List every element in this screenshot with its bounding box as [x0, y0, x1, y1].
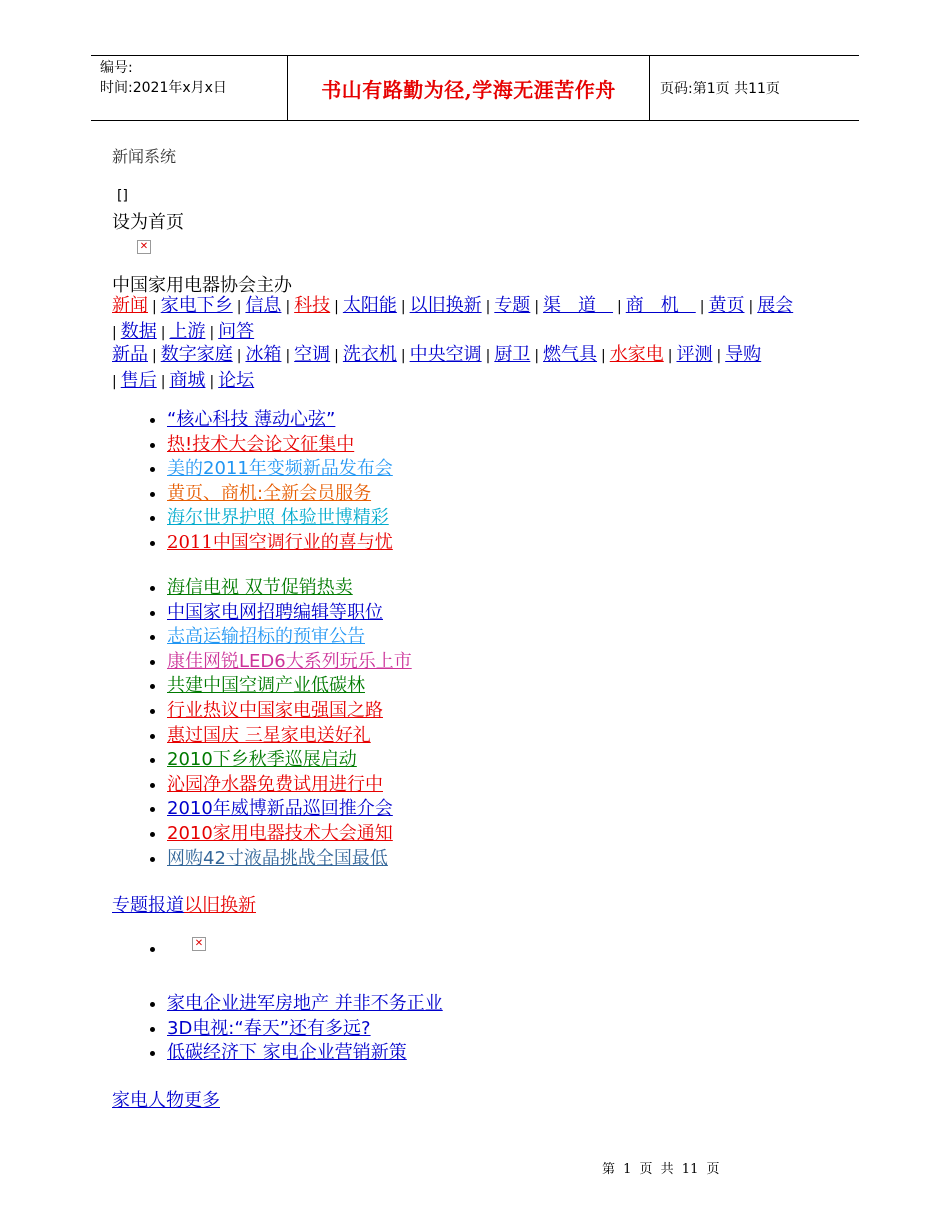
news-link[interactable]: 沁园净水器免费试用进行中 — [167, 773, 383, 795]
nav-yellow-pages[interactable]: 黄页 — [708, 295, 745, 316]
headline-link[interactable]: 黄页、商机:全新会员服务 — [167, 482, 372, 504]
nav-news[interactable]: 新闻 — [112, 295, 148, 316]
broken-image-icon: ✕ — [137, 240, 151, 254]
headline-link[interactable]: 美的2011年变频新品发布会 — [167, 458, 393, 480]
nav-business[interactable]: 商机 — [625, 295, 696, 316]
news-link[interactable]: 网购42寸液晶挑战全国最低 — [167, 847, 388, 869]
report-list — [112, 992, 443, 1066]
header-meta-cell — [91, 56, 287, 120]
page-label: 页码:第1页 共11页 — [660, 81, 780, 97]
page-footer: 第 1 页 共 11 页 — [602, 1162, 720, 1177]
list-item — [167, 433, 393, 458]
nav-washer[interactable]: 洗衣机 — [342, 344, 397, 365]
list-item — [167, 576, 412, 601]
headline-link[interactable]: 海尔世界护照 体验世博精彩 — [167, 507, 389, 529]
list-item — [167, 457, 393, 482]
people-link[interactable]: 家电人物 — [112, 1090, 184, 1111]
list-item — [167, 699, 412, 724]
nav-forum[interactable]: 论坛 — [218, 369, 255, 391]
list-item — [167, 601, 412, 626]
report-link[interactable]: 低碳经济下 家电企业营销新策 — [167, 1042, 407, 1064]
time-label: 时间:2021年x月x日 — [100, 80, 227, 96]
list-item — [167, 1041, 443, 1066]
nav-buying-guide[interactable]: 导购 — [725, 344, 762, 365]
secondary-nav: 新品 | 数字家庭 | 冰箱 | 空调 | 洗衣机 | 中央空调 | 厨卫 | 燃气具 | 水家电 | 评测 | 导购 | 售后 | 商城 | 论坛 — [112, 344, 762, 391]
nav-info[interactable]: 信息 — [245, 295, 282, 316]
nav-water-appliance[interactable]: 水家电 — [609, 344, 664, 365]
nav-tech[interactable]: 科技 — [294, 295, 331, 316]
news-link[interactable]: 志高运输招标的预审公告 — [167, 626, 365, 648]
list-item — [167, 822, 412, 847]
news-link[interactable]: 惠过国庆 三星家电送好礼 — [167, 724, 371, 746]
nav-trade-in[interactable]: 以旧换新 — [409, 295, 482, 316]
news-link[interactable]: 共建中国空调产业低碳林 — [167, 675, 365, 697]
nav-ac[interactable]: 空调 — [294, 344, 331, 365]
headline-list — [112, 408, 393, 556]
nav-reviews[interactable]: 评测 — [676, 344, 713, 365]
header-table — [91, 55, 859, 121]
headline-link[interactable]: “核心科技 薄动心弦” — [167, 409, 336, 430]
list-item — [167, 625, 412, 650]
headline-text: 中国空调行业的喜与忧 — [212, 531, 393, 553]
nav-exhibitions[interactable]: 展会 — [757, 295, 794, 316]
list-item — [167, 847, 412, 872]
nav-data[interactable]: 数据 — [120, 320, 157, 342]
nav-topics[interactable]: 专题 — [494, 295, 531, 316]
host-organization: 中国家用电器协会主办 — [112, 275, 292, 296]
people-heading — [112, 1086, 220, 1112]
list-item — [167, 1017, 443, 1042]
news-link[interactable]: 行业热议中国家电强国之路 — [167, 699, 383, 721]
more-link[interactable]: 更多 — [184, 1090, 220, 1111]
site-title: 新闻系统 — [112, 147, 177, 166]
list-item — [167, 724, 412, 749]
nav-solar[interactable]: 太阳能 — [342, 295, 397, 316]
headline-year: 2011 — [167, 531, 213, 553]
nav-kitchen-bath[interactable]: 厨卫 — [494, 344, 531, 365]
nav-appliance-countryside[interactable]: 家电下乡 — [160, 295, 233, 316]
list-item — [167, 482, 393, 507]
list-item — [167, 748, 412, 773]
motto: 书山有路勤为径,学海无涯苦作舟 — [287, 56, 650, 120]
special-reports-link[interactable]: 专题报道 — [112, 895, 184, 916]
headline-link[interactable] — [167, 532, 393, 553]
list-item — [167, 992, 443, 1017]
nav-new-products[interactable]: 新品 — [112, 344, 148, 365]
news-list — [112, 576, 412, 871]
news-link[interactable]: 海信电视 双节促销热卖 — [167, 577, 353, 598]
news-link[interactable]: 2010下乡秋季巡展启动 — [167, 749, 357, 771]
brackets: [] — [117, 188, 128, 204]
news-link[interactable]: 2010年威博新品巡回推介会 — [167, 798, 393, 820]
news-link[interactable]: 2010家用电器技术大会通知 — [167, 822, 393, 844]
set-homepage-link[interactable]: 设为首页 — [112, 212, 184, 233]
list-item — [167, 506, 393, 531]
nav-qa[interactable]: 问答 — [218, 320, 255, 342]
news-link[interactable]: 康佳网锐LED6大系列玩乐上市 — [167, 650, 412, 672]
nav-mall[interactable]: 商城 — [169, 369, 206, 391]
nav-upstream[interactable]: 上游 — [169, 320, 206, 342]
primary-nav: 新闻 | 家电下乡 | 信息 | 科技 | 太阳能 | 以旧换新 | 专题 | 渠道 | 商机 | 黄页 | 展会 | 数据 | 上游 | 问答 — [112, 295, 794, 342]
image-list — [112, 937, 204, 981]
nav-fridge[interactable]: 冰箱 — [245, 344, 282, 365]
nav-channels[interactable]: 渠道 — [543, 295, 614, 316]
nav-after-sales[interactable]: 售后 — [120, 369, 157, 391]
nav-central-ac[interactable]: 中央空调 — [409, 344, 482, 365]
list-item — [167, 650, 412, 675]
special-reports-heading — [112, 891, 256, 917]
nav-digital-home[interactable]: 数字家庭 — [160, 344, 233, 365]
trade-in-topic-link[interactable]: 以旧换新 — [184, 895, 256, 916]
list-item — [167, 674, 412, 699]
headline-link[interactable]: 热!技术大会论文征集中 — [167, 433, 355, 455]
list-item — [167, 797, 412, 822]
report-link[interactable]: 3D电视:“春天”还有多远? — [167, 1017, 371, 1039]
nav-gas[interactable]: 燃气具 — [543, 344, 598, 365]
list-item — [167, 773, 412, 798]
broken-image-icon: ✕ — [192, 937, 206, 951]
list-item — [167, 531, 393, 556]
report-link[interactable]: 家电企业进军房地产 并非不务正业 — [167, 993, 443, 1014]
news-link[interactable]: 中国家电网招聘编辑等职位 — [167, 601, 383, 623]
list-item — [167, 408, 393, 433]
serial-label: 编号: — [100, 60, 133, 76]
